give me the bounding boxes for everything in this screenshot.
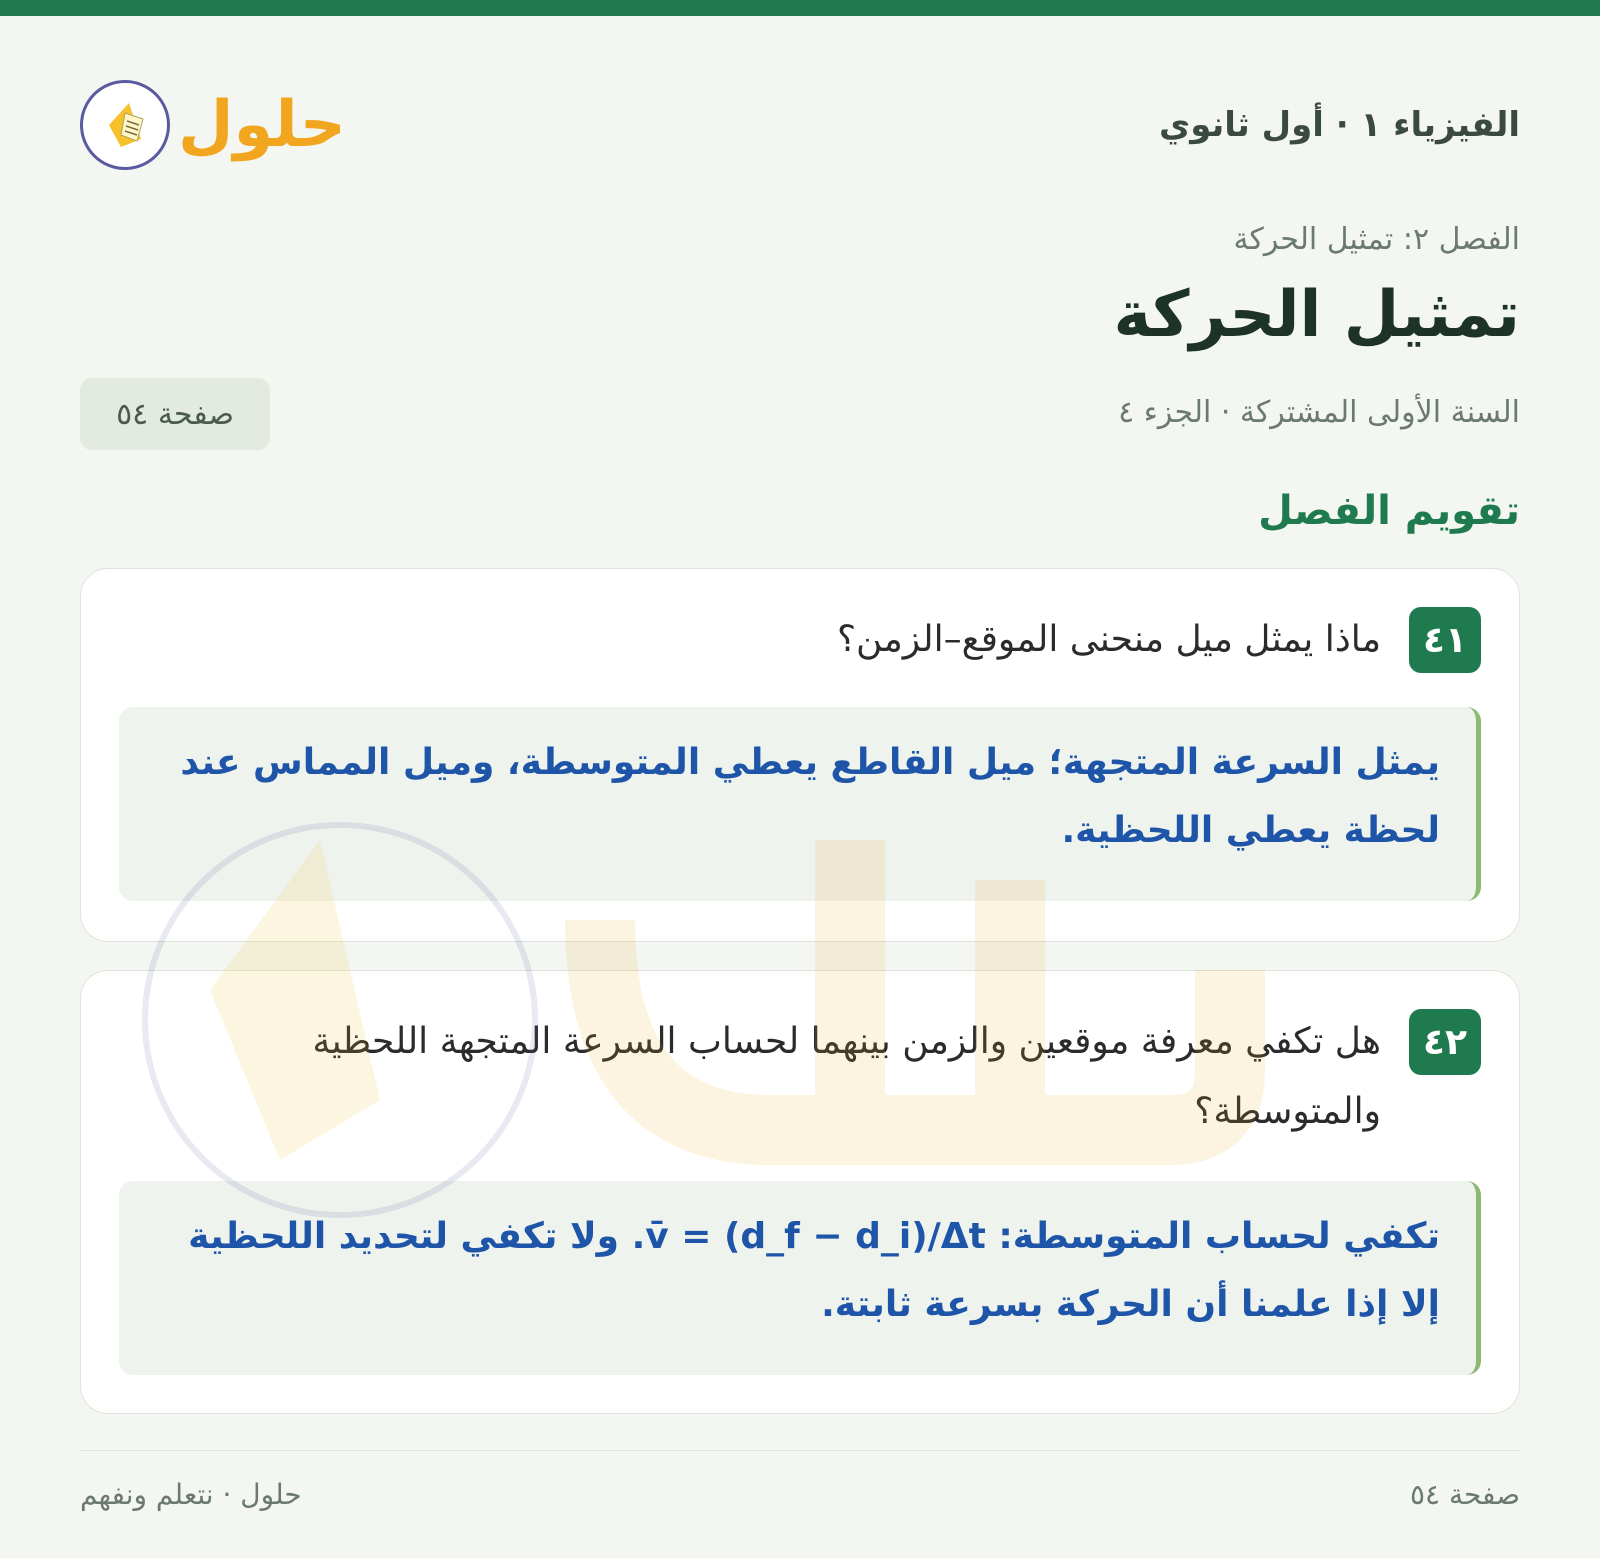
footer-page-number: صفحة ٥٤ — [1409, 1478, 1520, 1511]
logo-wordmark: حلول — [178, 88, 346, 162]
question-card-42 — [80, 970, 1520, 1414]
page-number-badge: صفحة ٥٤ — [80, 378, 270, 450]
book-logo-icon — [80, 80, 170, 170]
question-text: هل تكفي معرفة موقعين والزمن بينهما لحساب السرعة المتجهة اللحظية والمتوسطة؟ — [312, 1021, 1381, 1132]
footer-divider — [80, 1450, 1520, 1451]
question-number-badge: ٤٢ — [1409, 1009, 1481, 1075]
question-row — [201, 1007, 1481, 1147]
page-meta: السنة الأولى المشتركة · الجزء ٤ — [1118, 395, 1520, 430]
question-number-badge: ٤١ — [1409, 607, 1481, 673]
footer-brand: حلول · نتعلم ونفهم — [80, 1478, 302, 1511]
course-title: الفيزياء ١ · أول ثانوي — [1159, 105, 1520, 145]
question-row — [201, 605, 1481, 675]
page-title: تمثيل الحركة — [1113, 278, 1520, 352]
top-accent-bar — [0, 0, 1600, 16]
answer-box: تكفي لحساب المتوسطة: v̄ = (d_f − d_i)/Δt. ولا تكفي لتحديد اللحظية إلا إذا علمنا أن الحركة بسرعة ثابتة. — [119, 1181, 1481, 1375]
question-text: ماذا يمثل ميل منحنى الموقع–الزمن؟ — [836, 619, 1381, 660]
section-title: تقويم الفصل — [1258, 488, 1520, 534]
logo[interactable] — [80, 80, 346, 170]
header — [80, 60, 1520, 190]
answer-box: يمثل السرعة المتجهة؛ ميل القاطع يعطي المتوسطة، وميل المماس عند لحظة يعطي اللحظية. — [119, 707, 1481, 901]
question-card-41 — [80, 568, 1520, 942]
chapter-label: الفصل ٢: تمثيل الحركة — [1233, 222, 1520, 257]
